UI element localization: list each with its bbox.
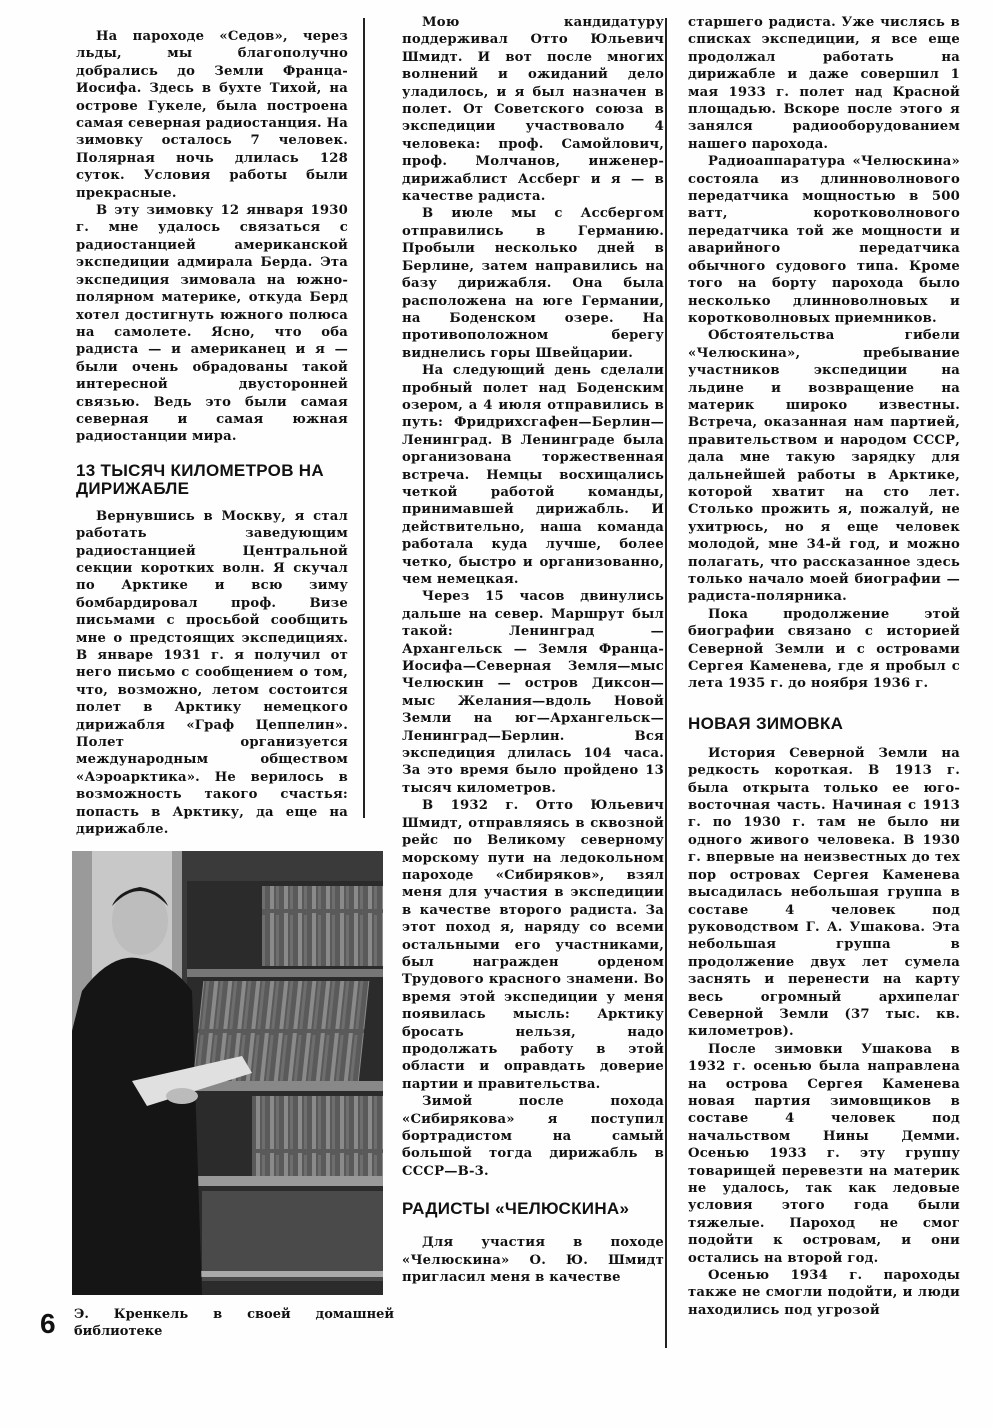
paragraph: После зимовки Ушакова в 1932 г. осенью была направлена на острова Сергея Каменева новая партия зимовщиков в составе 4 человек под начальством Нины Демми. Осенью 1933 г. эту группу товарищей перевезти на материк не удалось, так как ледовые условия этого года были тяжелые. Пароход не смог подойти к островам, и они остались на второй год. [688,1041,960,1266]
article-column-3 [688,14,960,1319]
paragraph: История Северной Земли на редкость короткая. В 1913 г. была открыта только ее юго-восточная часть. Начиная с 1913 г. по 1930 г. там не было ни одного живого человека. В 1930 г. впервые на неизвестных до тех пор островах Сергея Каменева высадилась небольшая группа в составе 4 человек под руководством Г. А. Ушакова. Эта небольшая группа в продолжение двух лет сумела заснять и перенести на карту весь огромный архипелаг Северной Земли (37 тыс. кв. километров). [688,745,960,1040]
article-column-2 [402,14,664,1286]
paragraph: В 1932 г. Отто Юльевич Шмидт, отправляясь в сквозной рейс по Великому северному морскому пути на ледокольном пароходе «Сибиряков», взял меня для участия в экспедиции в качестве второго радиста. За этот поход я, наряду со всеми остальными его участниками, был награжден орденом Трудового красного знамени. Во время этой экспедиции у меня появилась мысль: Арктику бросать нельзя, надо продолжать работу в этой области и оправдать доверие партии и правительства. [402,798,664,1092]
paragraph: Мою кандидатуру поддерживал Отто Юльевич Шмидт. И вот после многих волнений и ожиданий дело уладилось, и я был назначен в полет. От Советского союза в экспедиции участвовало 4 человека: проф. Самойлович, проф. Молчанов, инженер-дирижаблист Ассберг и я — в качестве радиста. [402,15,664,205]
section-heading: 13 ТЫСЯЧ КИЛОМЕТРОВ НА ДИРИЖАБЛЕ [76,460,324,498]
paragraph: Осенью 1934 г. пароходы также не смогли подойти, и люди находились под угрозой [688,1268,960,1318]
paragraph: Зимой после похода «Сибирякова» я поступил бортрадистом на самый большой тогда дирижабль в СССР—В-3. [402,1094,664,1179]
paragraph: На пароходе «Седов», через льды, мы благополучно добрались до Земли Франца-Иосифа. Здесь в бухте Тихой, на острове Гукеле, была построена самая северная радиостанция. На зимовку осталось 7 человек. Полярная ночь длилась 128 суток. Условия работы были прекрасные. [76,29,348,201]
photo-illustration [72,851,383,1295]
page-number: 6 [40,1308,56,1339]
column-divider [363,18,365,818]
article-column-1 [76,28,348,838]
column-divider [665,18,667,1348]
paragraph: Обстоятельства гибели «Челюскина», пребывание участников экспедиции на льдине и возвращение на материк широко известны. Встреча, оказанная нам партией, правительством и народом СССР, дала мне такую зарядку для дальнейшей работы в Арктике, которой хватит на сто лет. Столько прожить я, пожалуй, не ухитрюсь, но я еще человек молодой, мне 34-й год, и можно полагать, что рассказанное здесь только начало моей биографии — радиста-полярника. [688,328,960,605]
paragraph: В эту зимовку 12 января 1930 г. мне удалось связаться с радиостанцией американской экспедиции адмирала Берда. Эта экспедиция зимовала на южно-полярном материке, откуда Берд хотел достигнуть южного полюса на самолете. Ясно, что оба радиста — и американец и я — были очень обрадованы такой интересной двусторонней связью. Ведь это были самая северная и самая южная радиостанции мира. [76,203,348,445]
paragraph: Радиоаппаратура «Челюскина» состояла из длинноволнового передатчика мощностью в 500 ватт, коротковолнового передатчика той же мощности и аварийного передатчика обычного судового типа. Кроме того на борту парохода было несколько длинноволновых и коротковолновых приемников. [688,154,960,326]
paragraph: Через 15 часов двинулись дальше на север. Маршрут был такой: Ленинград — Архангельск — Земля Франца-Иосифа—Северная Земля—мыс Челюскин — остров Диксон—мыс Желания—вдоль Новой Земли на юг—Архангельск—Ленинград—Берлин. Вся экспедиция длилась 104 часа. За это время было пройдено 13 тысяч километров. [402,589,664,796]
section-heading: НОВАЯ ЗИМОВКА [688,713,844,733]
paragraph: В июле мы с Ассбергом отправились в Германию. Пробыли несколько дней в Берлине, затем направились на базу дирижабля. Она была расположена на юге Германии, на Боденском озере. На противоположном берегу виднелись горы Швейцарии. [402,206,664,361]
paragraph: На следующий день сделали пробный полет над Боденским озером, а 4 июля отправились в путь: Фридрихсгафен—Берлин—Ленинград. В Ленинграде была организована торжественная встреча. Немцы восхищались четкой работой команды, принимавшей дирижабль. И действительно, наша команда работала куда лучше, более четко, быстро и организованно, чем немецкая. [402,363,664,587]
paragraph: Для участия в походе «Челюскина» О. Ю. Шмидт пригласил меня в качестве [402,1235,664,1286]
photo-caption: Э. Кренкель в своей домашней библиотеке [74,1307,394,1339]
portrait-photo [72,851,383,1295]
section-heading: РАДИСТЫ «ЧЕЛЮСКИНА» [402,1199,630,1219]
paragraph: старшего радиста. Уже числясь в списках экспедиции, я все еще продолжал работать на дирижабле и даже совершил 1 мая 1933 г. полет над Красной площадью. Вскоре после этого я занялся радиооборудованием нашего парохода. [688,15,960,152]
paragraph: Пока продолжение этой биографии связано с историей Северной Земли и с островами Сергея Каменева, где я пробыл с лета 1935 г. до ноября 1936 г. [688,606,960,692]
paragraph: Вернувшись в Москву, я стал работать заведующим радиостанцией Центральной секции коротких волн. Я скучал по Арктике и всю зиму бомбардировал проф. Визе письмами с просьбой сообщить мне о предстоящих экспедициях. В январе 1931 г. я получил от него письмо с сообщением о том, что, возможно, летом состоится полет в Арктику немецкого дирижабля «Граф Цеппелин». Полет организуется международным обществом «Аэроарктика». Не верилось в возможность такого счастья: попасть в Арктику, да еще на дирижабле. [76,508,348,838]
